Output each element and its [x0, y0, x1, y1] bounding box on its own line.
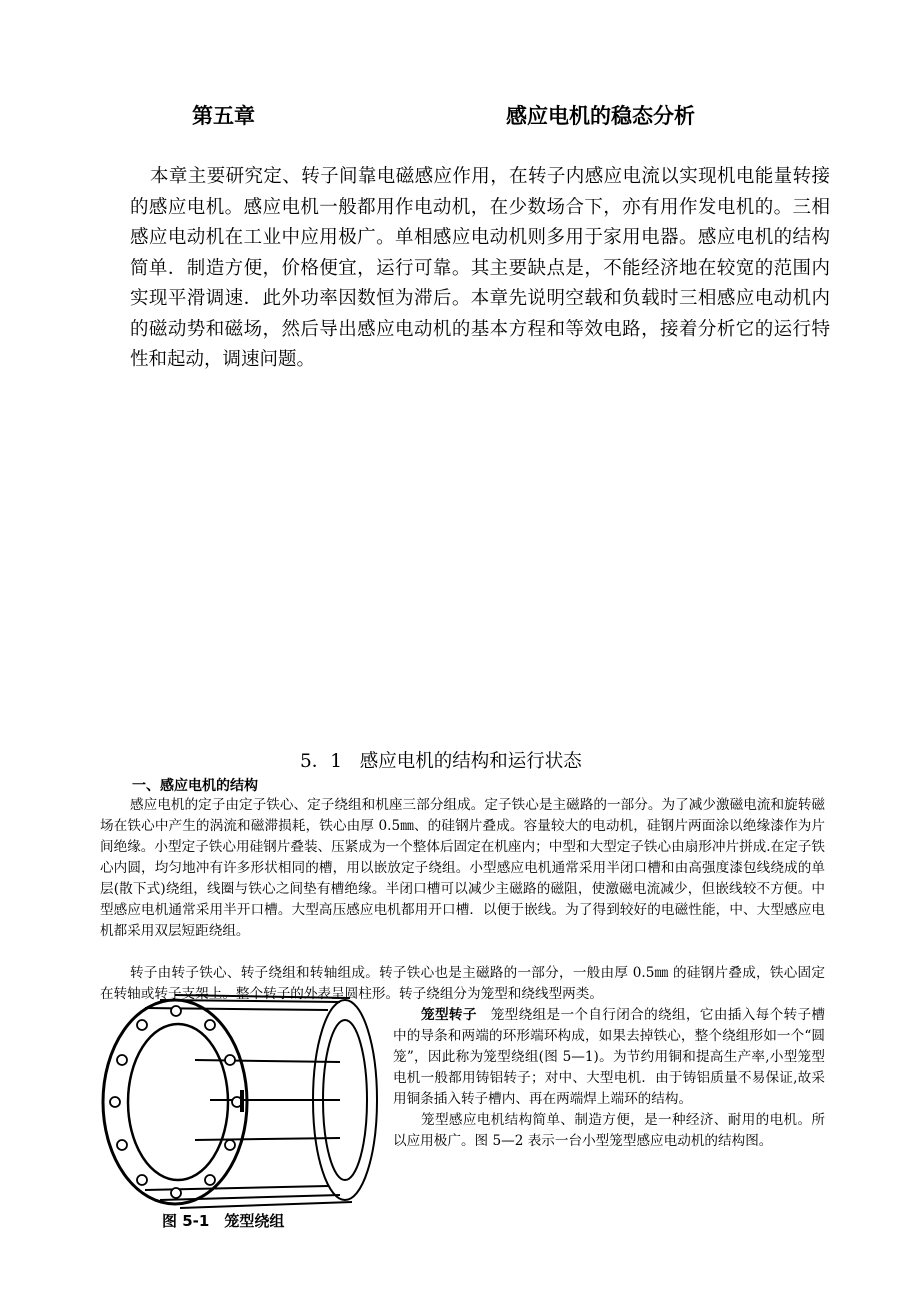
section-title: 感应电机的结构和运行状态 — [359, 751, 582, 772]
paragraph-rotor: 转子由转子铁心、转子绕组和转轴组成。转子铁心也是主磁路的一部分，一般由厚 0.5㎜ 的硅钢片叠成，铁心固定在转轴或转子支架上。整个转子的外表呈圆柱形。转子绕组分为笼型和绕线型两类。 — [100, 965, 825, 1002]
figure-caption: 图 5-1 笼型绕组 — [162, 1212, 285, 1230]
section-heading — [300, 747, 582, 773]
paragraph-cage-rotor — [393, 1005, 825, 1110]
paragraph-cage-advantages: 笼型感应电机结构简单、制造方便，是一种经济、耐用的电机。所以应用极广。图 5—2 表示一台小型笼型感应电动机的结构图。 — [393, 1112, 825, 1149]
cage-rotor-label: 笼型转子 — [421, 1007, 477, 1023]
cage-rotor-text: 笼型绕组是一个自行闭合的绕组，它由插入每个转子槽中的导条和两端的环形端环构成，如果去掉铁心，整个绕组形如一个“圆笼”，因此称为笼型绕组(图 5—1)。为节约用铜和提高生产率,小型笼型电机一般都用铸铝转子；对中、大型电机．由于铸铝质量不易保证,故采用铜条插入转子槽内、再在两端焊上端环的结构。 — [393, 1007, 826, 1107]
subheading: 一、感应电机的结构 — [132, 778, 258, 794]
intro-paragraph: 本章主要研究定、转子间靠电磁感应作用，在转子内感应电流以实现机电能量转接的感应电机。感应电机一般都用作电动机，在少数场合下，亦有用作发电机的。三相感应电动机在工业中应用极广。单相感应电动机则多用于家用电器。感应电机的结构简单．制造方便，价格便宜，运行可靠。其主要缺点是，不能经济地在较宽的范围内实现平滑调速．此外功率因数恒为滞后。本章先说明空载和负载时三相感应电动机内的磁动势和磁场，然后导出感应电动机的基本方程和等效电路，接着分析它的运行特性和起动，调速问题。 — [130, 166, 830, 370]
section-number: 5．1 — [300, 751, 343, 772]
right-column-text — [393, 1005, 825, 1152]
chapter-number: 第五章 — [192, 104, 255, 128]
chapter-title: 感应电机的稳态分析 — [506, 104, 695, 128]
cage-winding-drawing — [100, 990, 380, 1230]
paragraph-stator: 感应电机的定子由定子铁心、定子绕组和机座三部分组成。定子铁心是主磁路的一部分。为了减少激磁电流和旋转磁场在铁心中产生的涡流和磁滞损耗，铁心由厚 0.5㎜、的硅钢片叠成。容量较大的电动机，硅钢片两面涂以绝缘漆作为片间绝缘。小型定子铁心用硅钢片叠装、压紧成为一个整体后固定在机座内；中型和大型定子铁心由扇形冲片拼成.在定子铁心内圆，均匀地冲有许多形状相同的槽，用以嵌放定子绕组。小型感应电机通常采用半闭口槽和由高强度漆包线绕成的单层(散下式)绕组，线圈与铁心之间垫有槽绝缘。半闭口槽可以减少主磁路的磁阻，使激磁电流减少，但嵌线较不方便。中型感应电机通常采用半开口槽。大型高压感应电机都用开口槽．以便于嵌线。为了得到较好的电磁性能，中、大型感应电机都采用双层短距绕组。 — [100, 797, 825, 939]
